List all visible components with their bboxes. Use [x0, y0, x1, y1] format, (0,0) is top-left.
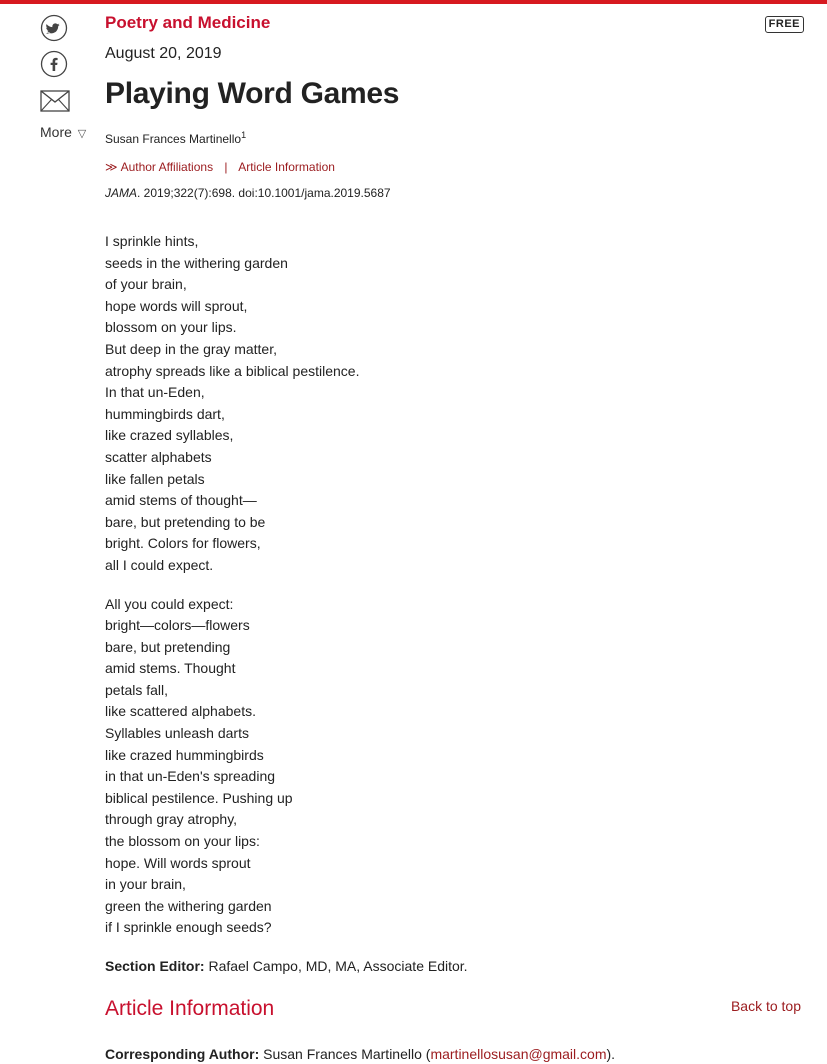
article-title: Playing Word Games	[105, 77, 400, 110]
section-editor-text: Rafael Campo, MD, MA, Associate Editor.	[204, 958, 468, 974]
article-information-heading: Article Information	[105, 997, 275, 1020]
share-rail	[38, 14, 88, 140]
author-line	[105, 127, 745, 147]
poem-line: scatter alphabets	[105, 448, 212, 465]
article-main	[105, 12, 745, 1064]
facebook-share-button[interactable]	[40, 50, 68, 78]
poem-line: hummingbirds dart,	[105, 405, 225, 422]
more-share-button[interactable]	[40, 124, 86, 140]
poem-line: like crazed syllables,	[105, 427, 234, 444]
link-separator: |	[224, 160, 228, 174]
poem-stanza-1	[105, 231, 745, 577]
citation	[105, 185, 745, 201]
email-share-button[interactable]	[40, 90, 68, 118]
poem-line: like fallen petals	[105, 470, 205, 487]
poem-line: seeds in the withering garden	[105, 254, 288, 271]
poem-line: atrophy spreads like a biblical pestilence.	[105, 362, 360, 379]
free-badge: FREE	[765, 16, 804, 33]
poem-line: All you could expect:	[105, 595, 234, 612]
poem-line: all I could expect.	[105, 556, 214, 573]
back-to-top-link[interactable]: Back to top	[730, 998, 801, 1014]
poem-line: through gray atrophy,	[105, 811, 238, 828]
corresponding-author-label: Corresponding Author:	[105, 1046, 260, 1062]
poem-line: bright. Colors for flowers,	[105, 535, 261, 552]
poem-line: blossom on your lips.	[105, 319, 237, 336]
publish-date: August 20, 2019	[105, 45, 222, 62]
article-information-link[interactable]: Article Information	[238, 160, 335, 174]
poem-line: Syllables unleash darts	[105, 725, 249, 742]
corresponding-author-end: ).	[606, 1046, 616, 1062]
poem-line: petals fall,	[105, 681, 169, 698]
poem-line: like crazed hummingbirds	[105, 746, 264, 763]
corresponding-author-text: Susan Frances Martinello (	[259, 1046, 431, 1062]
poem-line: biblical pestilence. Pushing up	[105, 789, 293, 806]
twitter-icon	[40, 14, 68, 42]
top-accent-bar	[0, 0, 827, 4]
chevron-down-icon: ▽	[77, 128, 87, 140]
more-label: More	[40, 124, 72, 140]
section-label[interactable]: Poetry and Medicine	[105, 13, 271, 32]
poem-line: bright—colors—flowers	[105, 617, 250, 634]
facebook-icon	[40, 50, 68, 78]
poem-line: in your brain,	[105, 876, 186, 893]
author-affiliations-link[interactable]: Author Affiliations	[120, 160, 214, 174]
poem-body	[105, 231, 745, 939]
poem-line: if I sprinkle enough seeds?	[105, 919, 272, 936]
poem-line: of your brain,	[105, 276, 187, 293]
section-editor-label: Section Editor:	[105, 958, 205, 974]
citation-details: . 2019;322(7):698. doi:10.1001/jama.2019.5687	[137, 186, 391, 200]
poem-line: In that un-Eden,	[105, 384, 205, 401]
section-editor	[105, 956, 745, 976]
author-name[interactable]: Susan Frances Martinello	[105, 132, 242, 146]
poem-line: hope words will sprout,	[105, 297, 248, 314]
poem-line: in that un-Eden's spreading	[105, 768, 276, 785]
journal-name: JAMA	[105, 186, 138, 200]
poem-line: hope. Will words sprout	[105, 854, 251, 871]
author-affiliation-ref[interactable]: 1	[241, 130, 247, 140]
poem-line: bare, but pretending	[105, 638, 231, 655]
poem-line: I sprinkle hints,	[105, 233, 199, 249]
chevron-right-icon: ≫	[105, 160, 118, 174]
poem-line: the blossom on your lips:	[105, 833, 260, 850]
poem-line: green the withering garden	[105, 897, 272, 914]
corresponding-author-email-link[interactable]: martinellosusan@gmail.com	[430, 1046, 607, 1062]
poem-line: But deep in the gray matter,	[105, 340, 277, 357]
poem-line: bare, but pretending to be	[105, 513, 266, 530]
poem-line: like scattered alphabets.	[105, 703, 256, 720]
corresponding-author	[105, 1044, 745, 1064]
poem-stanza-2	[105, 594, 745, 940]
poem-line: amid stems of thought—	[105, 492, 257, 509]
twitter-share-button[interactable]	[40, 14, 68, 42]
article-links	[105, 159, 745, 175]
poem-line: amid stems. Thought	[105, 660, 236, 677]
email-icon	[40, 90, 70, 112]
